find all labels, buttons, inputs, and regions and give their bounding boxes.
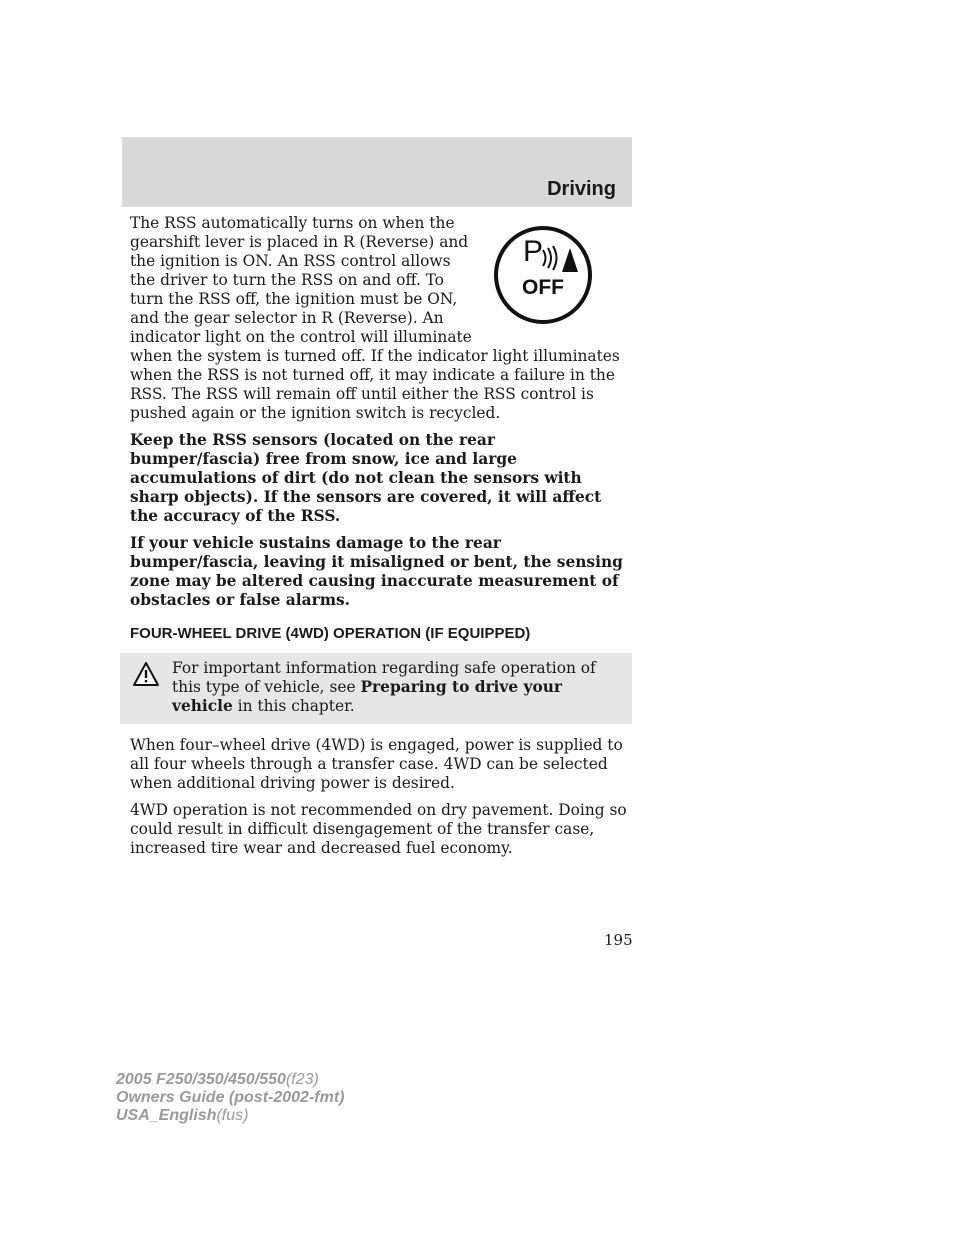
page-content <box>130 214 630 866</box>
intro-paragraph: The RSS automatically turns on when the gearshift lever is placed in R (Reverse) and the ignition is ON. An RSS control allows the driver to turn the RSS on and off. To turn the RSS off, the ignition must be ON, and the gear selector in R (Reverse). An indicator light on the control will illuminate when the system is turned off. If the indicator light illuminates when the RSS is not turned off, it may indicate a failure in the RSS. The RSS will remain off until either the RSS control is pushed again or the ignition switch is recycled. <box>130 214 620 422</box>
indicator-p-label: P <box>523 235 544 268</box>
header-band <box>122 137 632 207</box>
page-number: 195 <box>604 931 633 949</box>
warning-text-after: in this chapter. <box>232 697 355 715</box>
4wd-engaged-paragraph: When four–wheel drive (4WD) is engaged, power is supplied to all four wheels through a transfer case. 4WD can be selected when additional driving power is desired. <box>130 736 623 792</box>
section-title: Driving <box>547 178 616 200</box>
warning-text <box>172 659 628 716</box>
warning-box <box>120 653 632 724</box>
footer-language: USA_English <box>116 1107 217 1124</box>
rss-off-indicator-icon <box>494 226 592 324</box>
footer-line-2: Owners Guide (post-2002-fmt) <box>116 1089 345 1106</box>
bumper-damage-paragraph: If your vehicle sustains damage to the rear bumper/fascia, leaving it misaligned or bent, the sensing zone may be altered causing inaccurate measurement of obstacles or false alarms. <box>130 534 623 609</box>
footer-language-code: (fus) <box>216 1107 249 1124</box>
footer-model: 2005 F250/350/450/550 <box>116 1071 286 1088</box>
warning-text-before: For important information regarding safe operation of this type of vehicle, see <box>172 659 596 696</box>
footer-line-3 <box>116 1107 344 1125</box>
footer <box>116 1071 344 1125</box>
footer-model-code: (f23) <box>285 1071 319 1088</box>
4wd-pavement-paragraph: 4WD operation is not recommended on dry pavement. Doing so could result in difficult disengagement of the transfer case, increased tire wear and decreased fuel economy. <box>130 801 627 857</box>
indicator-off-label: OFF <box>522 276 564 299</box>
section-heading: FOUR-WHEEL DRIVE (4WD) OPERATION (IF EQUIPPED) <box>130 625 531 642</box>
warning-link: Preparing to drive your vehicle <box>172 678 563 715</box>
sensor-care-paragraph: Keep the RSS sensors (located on the rear bumper/fascia) free from snow, ice and large accumulations of dirt (do not clean the sensors with sharp objects). If the sensors are covered, it will affect the accuracy of the RSS. <box>130 431 602 525</box>
footer-line-1 <box>116 1071 344 1089</box>
warning-triangle-icon <box>132 661 160 687</box>
sensor-waves-icon <box>540 244 582 276</box>
